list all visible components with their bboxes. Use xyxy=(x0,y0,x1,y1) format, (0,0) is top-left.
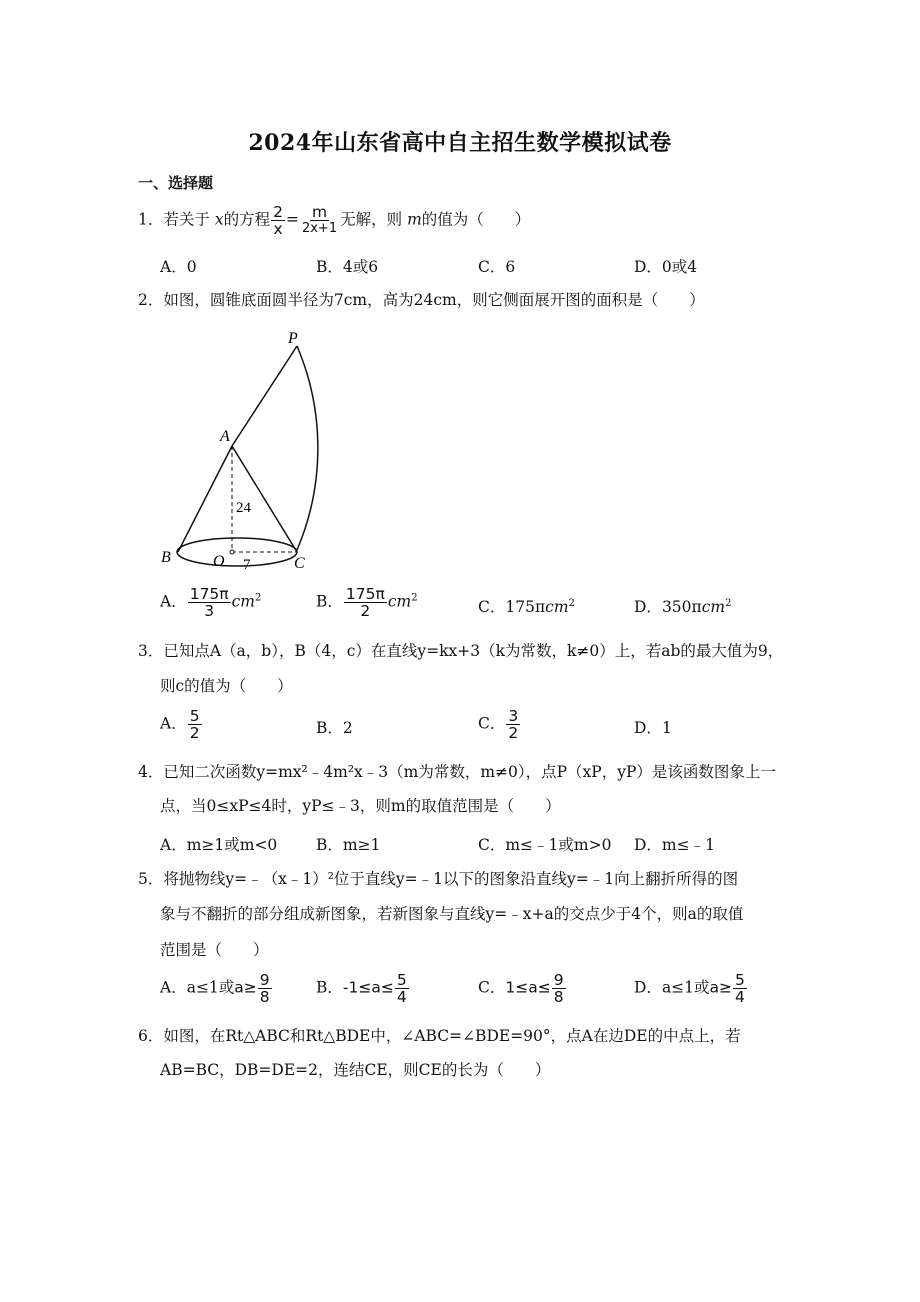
label-a: A xyxy=(220,428,230,445)
q3-option-b[interactable]: B．2 xyxy=(316,719,353,737)
q1-number: 1． xyxy=(138,210,164,229)
cone-base xyxy=(177,538,297,566)
label-p: P xyxy=(288,330,298,347)
center-point xyxy=(230,550,234,554)
q3-option-c[interactable]: C． $\frac{3}{2}$ xyxy=(478,707,519,742)
q3-option-a[interactable]: A． $\frac{5}{2}$ xyxy=(160,707,200,742)
q5-option-b[interactable]: B．-1≤a≤ $\frac{5}{4}$ xyxy=(316,971,407,1006)
question-4-line-1: 4．已知二次函数y=mx²﹣4m²x﹣3（m为常数，m≠0），点P（xP，yP）是该函数图象上一 xyxy=(138,763,776,781)
q1-rhs-fraction: $\frac{m}{2x+1}$ xyxy=(301,203,338,236)
q5-option-a[interactable]: A．a≤1或a≥ $\frac{9}{8}$ xyxy=(160,971,270,1006)
slant-right xyxy=(232,446,297,552)
question-5-line-2: 象与不翻折的部分组成新图象，若新图象与直线y=﹣x+a的交点少于4个，则a的取值 xyxy=(160,905,744,923)
question-6-line-2: AB=BC，DB=DE=2，连结CE，则CE的长为（ ） xyxy=(160,1061,551,1079)
q5-option-c[interactable]: C．1≤a≤ $\frac{9}{8}$ xyxy=(478,971,564,1006)
label-radius: 7 xyxy=(243,557,251,573)
q2-option-b[interactable]: B． $\frac{175\pi}{2}$ $cm^2$ xyxy=(316,585,418,620)
q5-option-d[interactable]: D．a≤1或a≥ $\frac{5}{4}$ xyxy=(634,971,745,1006)
q4-option-b[interactable]: B．m≥1 xyxy=(316,836,381,854)
slant-upper xyxy=(232,346,297,446)
sector-arc xyxy=(297,346,318,550)
cone-figure xyxy=(150,320,380,580)
q4-option-d[interactable]: D．m≤﹣1 xyxy=(634,836,715,854)
q1-option-b[interactable]: B．4或6 xyxy=(316,258,379,276)
question-3-line-1: 3．已知点A（a，b），B（4，c）在直线y=kx+3（k为常数，k≠0）上，若ab的最大值为9， xyxy=(138,642,784,660)
q1-lhs-fraction: $\frac{2}{x}$ xyxy=(273,203,283,238)
q1-option-a[interactable]: A．0 xyxy=(160,258,197,276)
q3-option-d[interactable]: D．1 xyxy=(634,719,672,737)
label-height: 24 xyxy=(236,500,251,516)
page-title: 2024年山东省高中自主招生数学模拟试卷 xyxy=(248,130,672,156)
question-5-line-1: 5．将抛物线y=﹣（x﹣1）²位于直线y=﹣1以下的图象沿直线y=﹣1向上翻折所得的图 xyxy=(138,870,739,888)
question-2: 2．如图，圆锥底面圆半径为7cm，高为24cm，则它侧面展开图的面积是（ ） xyxy=(138,291,705,309)
q4-option-a[interactable]: A．m≥1或m<0 xyxy=(160,836,278,854)
question-4-line-2: 点，当0≤xP≤4时，yP≤﹣3，则m的取值范围是（ ） xyxy=(160,797,561,815)
question-6-line-1: 6．如图，在Rt△ABC和Rt△BDE中，∠ABC=∠BDE=90°，点A在边DE的中点上，若 xyxy=(138,1027,741,1045)
question-1: 1．若关于 x的方程 $\frac{2}{x}$ = $\frac{m}{2x+1}$ 无解，则 m的值为（ ） xyxy=(138,203,531,238)
label-o: O xyxy=(213,553,225,570)
question-3-line-2: 则c的值为（ ） xyxy=(160,677,293,695)
q2-option-d[interactable]: D．350πcm$^2$ xyxy=(634,597,732,616)
slant-left xyxy=(178,446,232,552)
q2-option-c[interactable]: C．175πcm$^2$ xyxy=(478,597,575,616)
question-5-line-3: 范围是（ ） xyxy=(160,941,269,959)
q1-option-d[interactable]: D．0或4 xyxy=(634,258,698,276)
q2-option-a[interactable]: A． $\frac{175\pi}{3}$ $cm^2$ xyxy=(160,585,262,620)
label-c: C xyxy=(294,555,305,572)
label-b: B xyxy=(161,549,171,566)
section-heading: 一、选择题 xyxy=(138,174,214,192)
q1-option-c[interactable]: C．6 xyxy=(478,258,516,276)
q4-option-c[interactable]: C．m≤﹣1或m>0 xyxy=(478,836,612,854)
